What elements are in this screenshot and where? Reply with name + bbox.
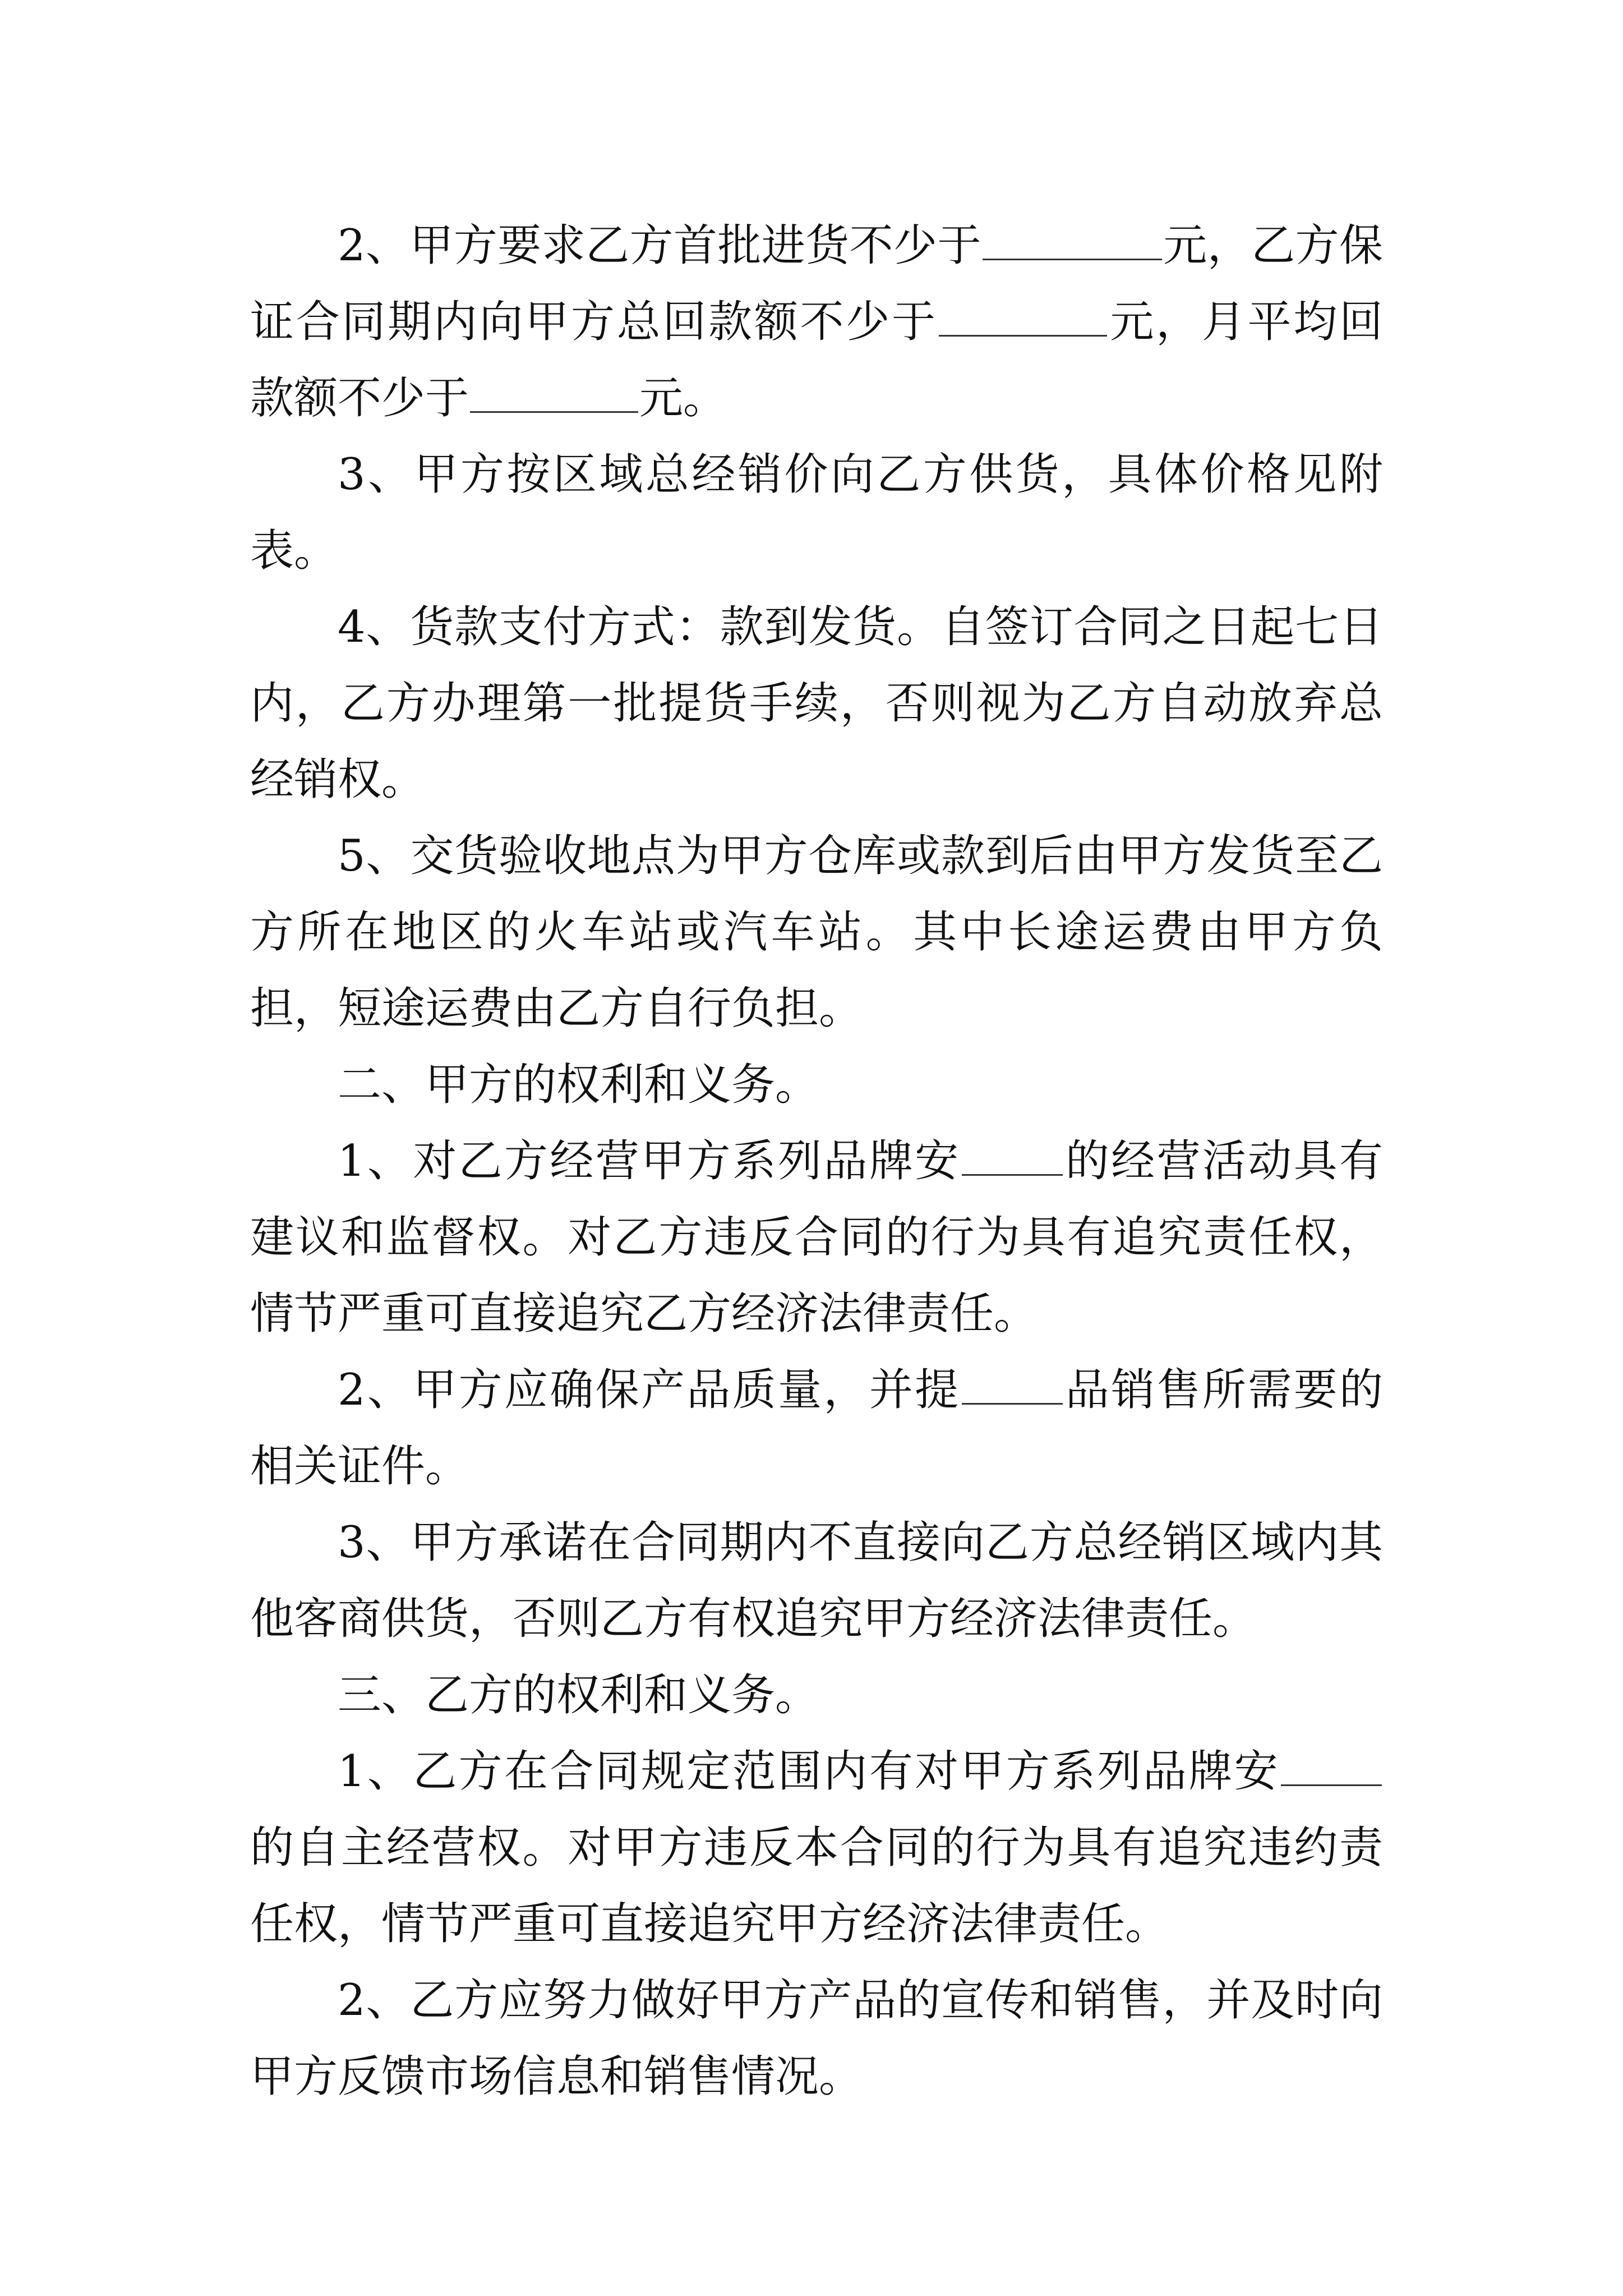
clause-text: 2、甲方应确保产品质量，并提 [338,1365,961,1415]
clause-delivery-location: 5、交货验收地点为甲方仓库或款到后由甲方发货至乙方所在地区的火车站或汽车站。其中长途运费由甲方负担，短途运费由乙方自行负担。 [250,831,1383,1034]
document-page [250,208,1383,2115]
clause-text: 元，月平均回款额不少于 [250,297,1383,424]
blank-total-payment-amount[interactable] [939,292,1107,337]
clause-text: 的经营活动具有建议和监督权。对乙方违反合同的行为具有追究责任权，情节严重可直接追究乙方经济法律责任。 [250,1136,1383,1339]
clause-party-b-promotion: 2、乙方应努力做好甲方产品的宣传和销售，并及时向甲方反馈市场信息和销售情况。 [250,1975,1383,2102]
clause-first-order-payment [250,208,1383,436]
clause-supply-price: 3、甲方按区域总经销价向乙方供货，具体价格见附表。 [250,449,1383,576]
blank-first-order-amount[interactable] [983,216,1162,260]
clause-text: 1、乙方在合同规定范围内有对甲方系列品牌安 [338,1746,1280,1797]
clause-text: 品销售所需要的相关证件。 [250,1365,1383,1492]
section-heading-party-b: 三、乙方的权利和义务。 [338,1670,819,1720]
blank-brand-name[interactable] [962,1131,1063,1176]
section-heading-party-a: 二、甲方的权利和义务。 [338,1060,819,1110]
blank-product-docs[interactable] [962,1360,1063,1405]
clause-party-a-quality [250,1352,1383,1504]
clause-text: 2、甲方要求乙方首批进货不少于 [338,220,981,271]
clause-text: 元。 [639,373,727,424]
blank-monthly-payment-amount[interactable] [470,369,638,413]
clause-text: 元，乙方保证合同期内向甲方总回款额不少于 [250,220,1383,347]
clause-party-a-exclusivity: 3、甲方承诺在合同期内不直接向乙方总经销区域内其他客商供货，否则乙方有权追究甲方经济法律责任。 [250,1517,1383,1644]
clause-party-b-autonomy [250,1733,1383,1962]
blank-brand-name-b[interactable] [1281,1742,1382,1786]
clause-payment-method: 4、货款支付方式：款到发货。自签订合同之日起七日内，乙方办理第一批提货手续，否则视为乙方自动放弃总经销权。 [250,602,1383,805]
clause-party-a-supervision [250,1123,1383,1352]
clause-text: 的自主经营权。对甲方违反本合同的行为具有追究违约责任权，情节严重可直接追究甲方经济法律责任。 [250,1823,1383,1949]
clause-text: 1、对乙方经营甲方系列品牌安 [338,1136,961,1186]
